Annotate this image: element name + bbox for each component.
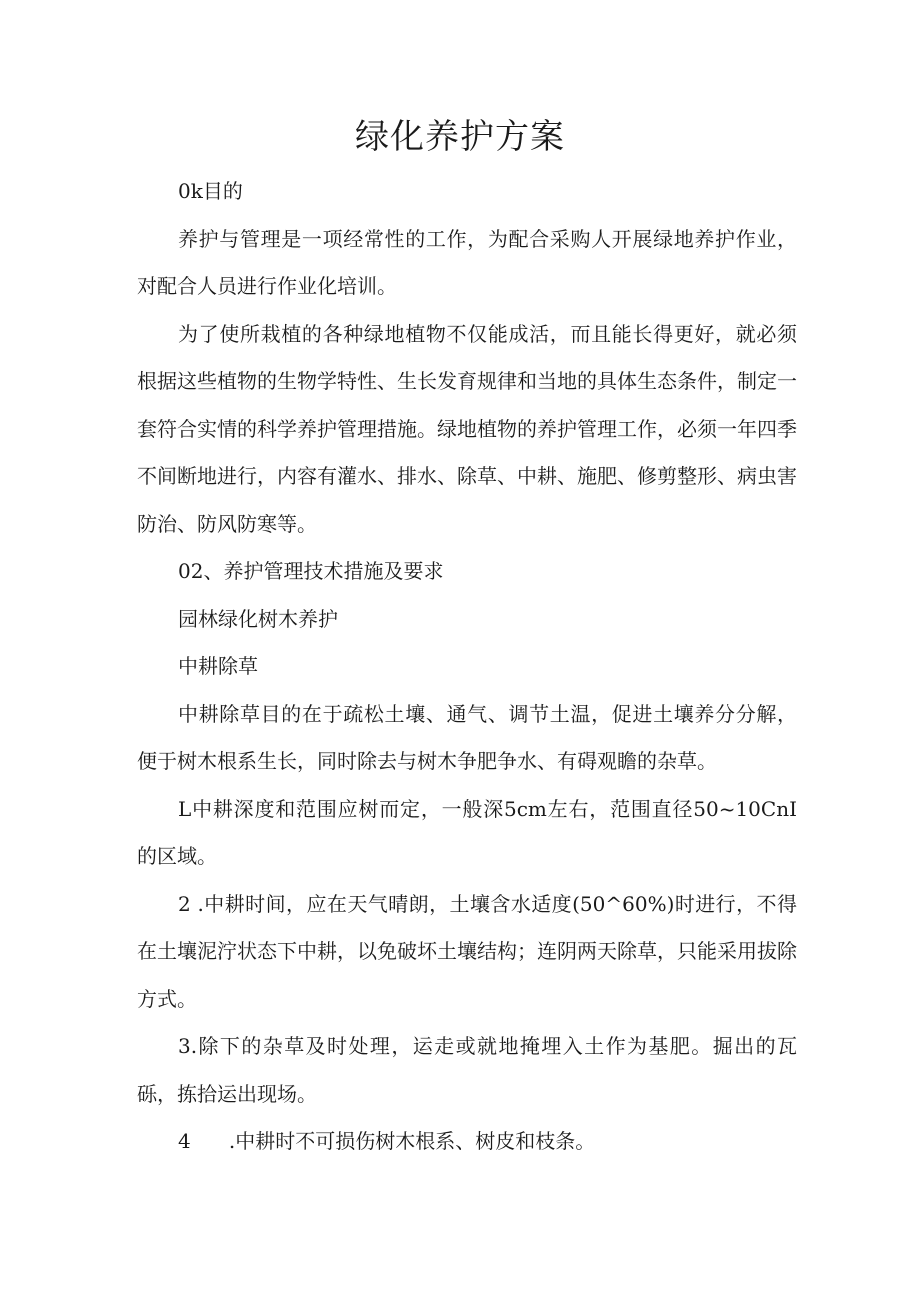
paragraph-weeding-purpose: 中耕除草目的在于疏松土壤、通气、调节土温，促进土壤养分分解，便于树木根系生长，同时除去与树木争肥争水、有碍观瞻的杂草。 (137, 701, 797, 773)
section-heading-measures: 02、养护管理技术措施及要求 (178, 559, 444, 583)
document-body (137, 168, 797, 1166)
subheading-tree-care: 园林绿化树木养护 (178, 606, 338, 631)
document-title: 绿化养护方案 (355, 117, 565, 157)
paragraph-intro: 养护与管理是一项经常性的工作，为配合采购人开展绿地养护作业，对配合人员进行作业化培训。 (137, 226, 797, 298)
list-item-3: 3.除下的杂草及时处理，运走或就地掩埋入土作为基肥。掘出的瓦砾，拣拾运出现场。 (137, 1034, 797, 1106)
list-item-1: L中耕深度和范围应树而定，一般深5cm左右，范围直径50~10CnI的区域。 (137, 796, 797, 868)
section-heading-purpose: 0k目的 (178, 179, 243, 203)
subheading-weeding: 中耕除草 (178, 654, 258, 678)
list-item-2: 2 .中耕时间，应在天气晴朗，土壤含水适度(50^60%)时进行，不得在土壤泥泞状态下中耕，以免破坏土壤结构；连阴两天除草，只能采用拔除方式。 (137, 891, 797, 1011)
paragraph-overview: 为了使所栽植的各种绿地植物不仅能成活，而且能长得更好，就必须根据这些植物的生物学特性、生长发育规律和当地的具体生态条件，制定一套符合实情的科学养护管理措施。绿地植物的养护管理工作，必须一年四季不间断地进行，内容有灌水、排水、除草、中耕、施肥、修剪整形、病虫害防治、防风防寒等。 (137, 321, 797, 536)
list-item-4: 4 .中耕时不可损伤树木根系、树皮和枝条。 (178, 1129, 596, 1153)
